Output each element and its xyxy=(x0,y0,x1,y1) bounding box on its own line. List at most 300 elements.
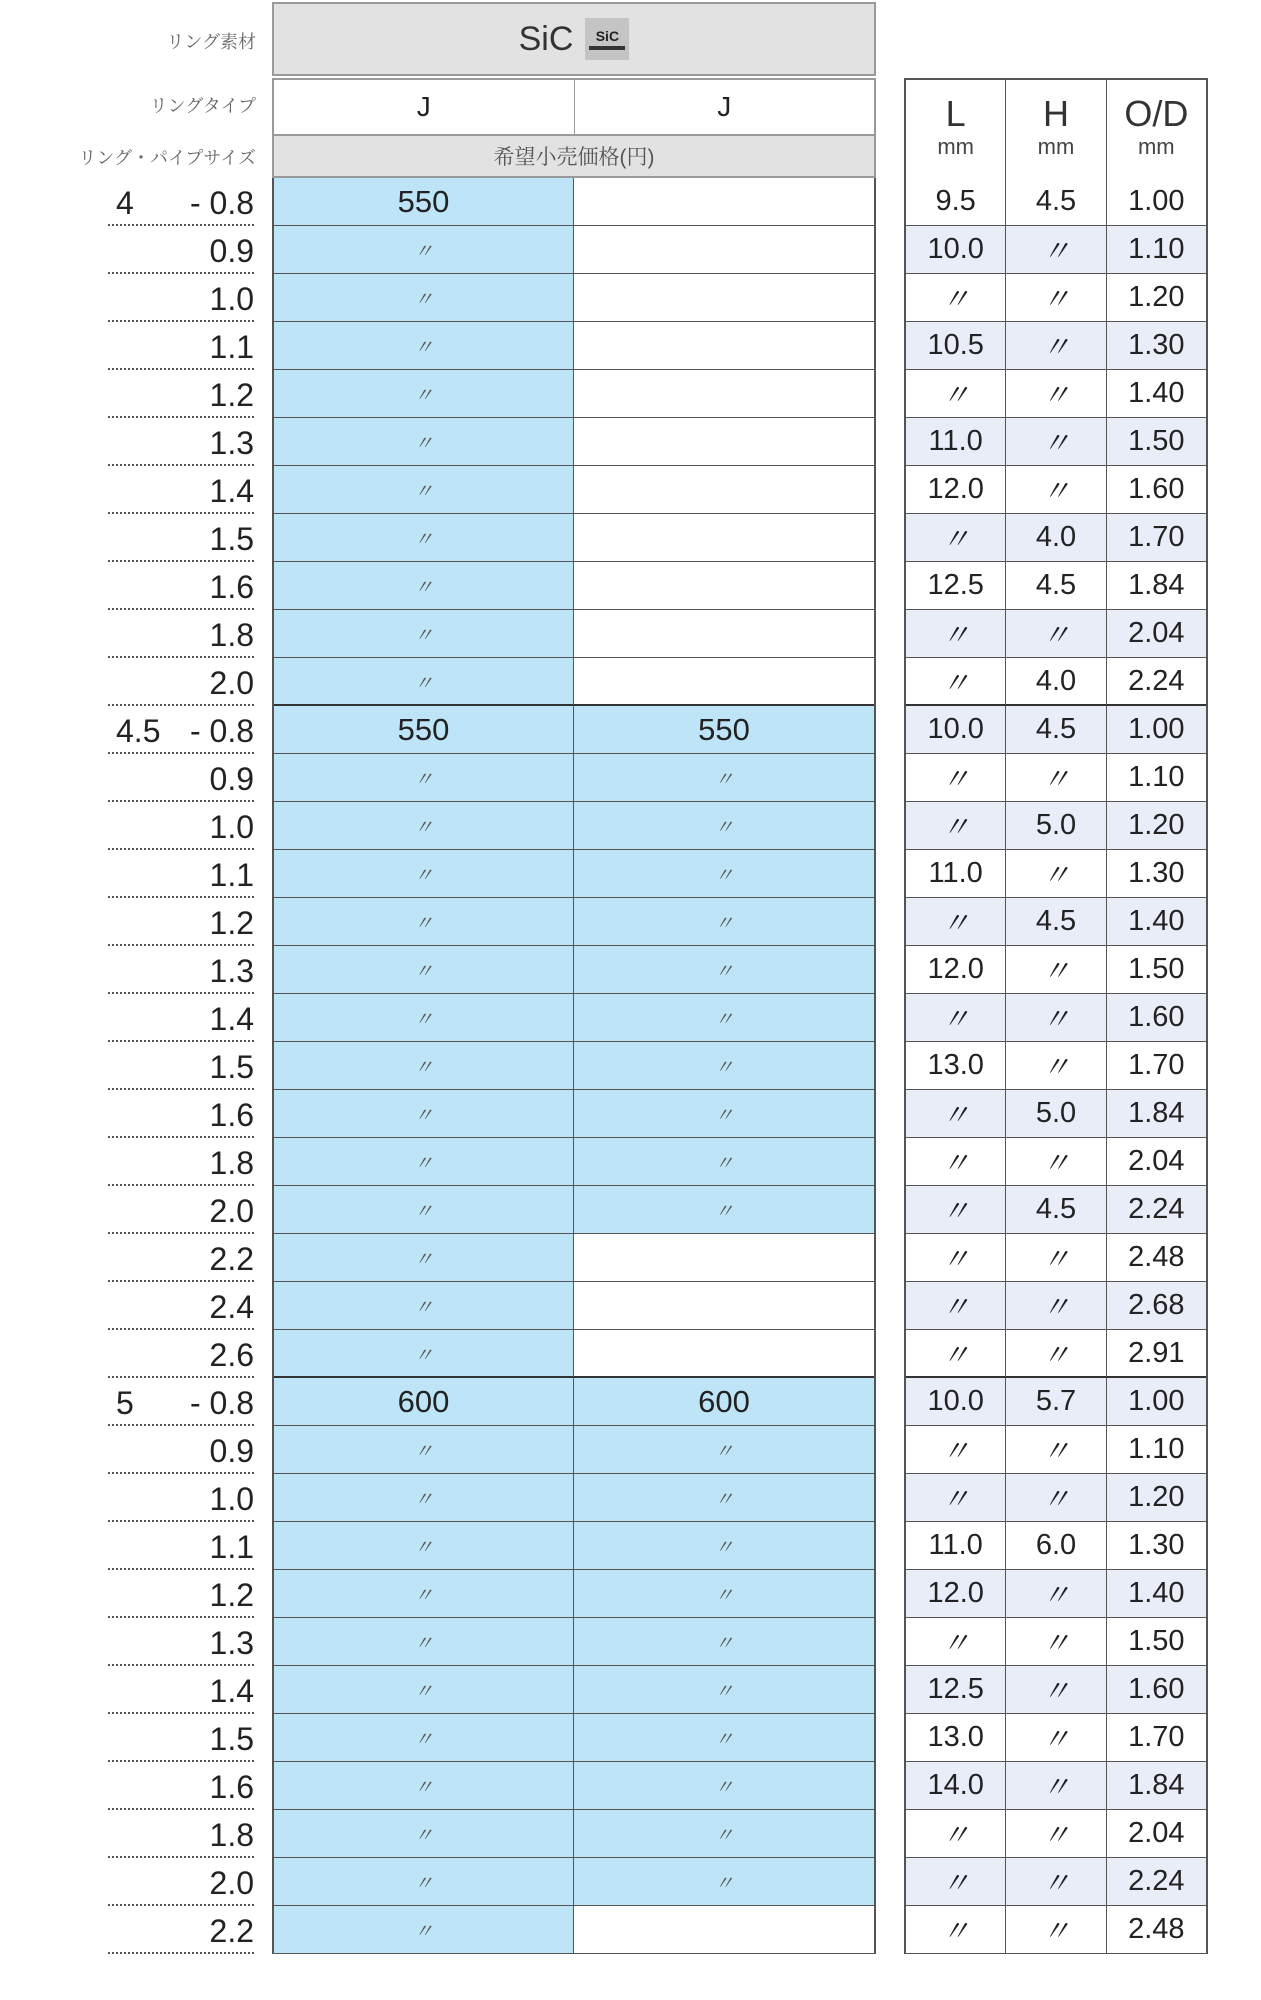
dimensions-header xyxy=(904,78,1208,178)
dim-cell-l: 12.0 xyxy=(906,946,1006,994)
price-cell-type2 xyxy=(574,178,874,226)
dimensions-row xyxy=(904,1618,1208,1666)
price-row xyxy=(272,1378,876,1426)
dimensions-row xyxy=(904,1858,1208,1906)
price-cell-type1: 〃 xyxy=(274,1666,574,1714)
price-cell-type1: 〃 xyxy=(274,1474,574,1522)
size-value: 1.3 xyxy=(209,1625,254,1661)
price-cell-type1: 〃 xyxy=(274,226,574,274)
dim-cell-l: 12.0 xyxy=(906,466,1006,514)
dimensions-row xyxy=(904,1234,1208,1282)
size-row xyxy=(0,1858,272,1906)
size-value: 1.1 xyxy=(209,857,254,893)
price-cell-type1: 〃 xyxy=(274,1282,574,1330)
dim-cell-od: 2.04 xyxy=(1107,1138,1206,1186)
price-row xyxy=(272,1474,876,1522)
size-value: 1.5 xyxy=(209,1049,254,1085)
price-cell-type2: 〃 xyxy=(574,1522,874,1570)
price-cell-type1: 〃 xyxy=(274,1858,574,1906)
size-value: 1.4 xyxy=(209,1001,254,1037)
price-row xyxy=(272,322,876,370)
dim-cell-h: 〃 xyxy=(1006,226,1106,274)
dim-cell-l: 〃 xyxy=(906,370,1006,418)
price-cell-type2: 〃 xyxy=(574,946,874,994)
dimensions-row xyxy=(904,274,1208,322)
size-row xyxy=(0,1762,272,1810)
size-value: 1.0 xyxy=(209,809,254,845)
price-cell-type2: 〃 xyxy=(574,898,874,946)
size-value: 1.4 xyxy=(209,473,254,509)
dim-cell-od: 1.20 xyxy=(1107,1474,1206,1522)
price-cell-type1: 〃 xyxy=(274,994,574,1042)
price-row xyxy=(272,1522,876,1570)
price-row xyxy=(272,418,876,466)
price-cell-type2: 〃 xyxy=(574,1426,874,1474)
dim-cell-l: 〃 xyxy=(906,1138,1006,1186)
price-cell-type2 xyxy=(574,1906,874,1954)
dim-cell-l: 〃 xyxy=(906,994,1006,1042)
ring-type-1: J xyxy=(274,80,575,134)
dim-cell-l: 12.0 xyxy=(906,1570,1006,1618)
price-cell-type1: 〃 xyxy=(274,1762,574,1810)
dim-cell-l: 〃 xyxy=(906,754,1006,802)
size-value: - 0.8 xyxy=(189,1385,254,1421)
price-cell-type1: 〃 xyxy=(274,274,574,322)
price-cell-type2 xyxy=(574,274,874,322)
dimensions-row xyxy=(904,1426,1208,1474)
dim-cell-od: 1.50 xyxy=(1107,1618,1206,1666)
price-row xyxy=(272,1426,876,1474)
size-value: 2.4 xyxy=(209,1289,254,1325)
size-value: 0.9 xyxy=(209,761,254,797)
size-row xyxy=(0,1330,272,1378)
size-row xyxy=(0,466,272,514)
price-row xyxy=(272,754,876,802)
price-row xyxy=(272,562,876,610)
dimensions-row xyxy=(904,658,1208,706)
dim-cell-od: 2.24 xyxy=(1107,658,1206,706)
price-cell-type1: 〃 xyxy=(274,418,574,466)
dim-cell-od: 1.50 xyxy=(1107,418,1206,466)
price-row xyxy=(272,1906,876,1954)
size-value: 1.5 xyxy=(209,1721,254,1757)
dim-cell-h: 〃 xyxy=(1006,1426,1106,1474)
dim-cell-h: 〃 xyxy=(1006,1666,1106,1714)
dimensions-row xyxy=(904,754,1208,802)
dim-cell-h: 〃 xyxy=(1006,1042,1106,1090)
size-column xyxy=(0,178,272,1954)
size-row xyxy=(0,994,272,1042)
price-row xyxy=(272,178,876,226)
dim-cell-od: 1.30 xyxy=(1107,1522,1206,1570)
size-row xyxy=(0,322,272,370)
size-value: - 0.8 xyxy=(189,713,254,749)
size-value: 1.8 xyxy=(209,1145,254,1181)
dim-cell-od: 1.10 xyxy=(1107,1426,1206,1474)
dim-cell-h: 〃 xyxy=(1006,754,1106,802)
dimensions-row xyxy=(904,946,1208,994)
price-cell-type1: 〃 xyxy=(274,1186,574,1234)
size-row xyxy=(0,1810,272,1858)
dimensions-row xyxy=(904,1810,1208,1858)
dim-cell-od: 1.50 xyxy=(1107,946,1206,994)
price-cell-type2 xyxy=(574,418,874,466)
price-cell-type1: 〃 xyxy=(274,1234,574,1282)
price-cell-type1: 〃 xyxy=(274,1138,574,1186)
price-row xyxy=(272,1282,876,1330)
size-row xyxy=(0,754,272,802)
size-value: 1.8 xyxy=(209,617,254,653)
price-cell-type2: 〃 xyxy=(574,1570,874,1618)
price-cell-type2 xyxy=(574,226,874,274)
size-value: 1.5 xyxy=(209,521,254,557)
dim-cell-h: 6.0 xyxy=(1006,1522,1106,1570)
dim-cell-od: 1.20 xyxy=(1107,274,1206,322)
dim-cell-l: 〃 xyxy=(906,658,1006,706)
price-cell-type2: 〃 xyxy=(574,1138,874,1186)
dim-cell-l: 〃 xyxy=(906,1618,1006,1666)
dimensions-row xyxy=(904,1090,1208,1138)
size-value: 1.2 xyxy=(209,1577,254,1613)
size-value: 1.4 xyxy=(209,1673,254,1709)
size-row xyxy=(0,1282,272,1330)
price-row xyxy=(272,1138,876,1186)
price-cell-type2 xyxy=(574,1282,874,1330)
dim-cell-od: 1.70 xyxy=(1107,1714,1206,1762)
dim-cell-h: 〃 xyxy=(1006,1234,1106,1282)
dim-header-od: O/D mm xyxy=(1124,93,1189,159)
price-cell-type2 xyxy=(574,658,874,706)
price-cell-type1: 〃 xyxy=(274,466,574,514)
price-cell-type2: 〃 xyxy=(574,1810,874,1858)
size-row xyxy=(0,1042,272,1090)
dim-cell-h: 〃 xyxy=(1006,1330,1106,1378)
size-row xyxy=(0,418,272,466)
dim-cell-h: 5.0 xyxy=(1006,802,1106,850)
dimensions-table xyxy=(904,178,1208,1954)
price-row xyxy=(272,1810,876,1858)
dimensions-row xyxy=(904,1474,1208,1522)
price-table xyxy=(272,178,876,1954)
size-value: 2.2 xyxy=(209,1241,254,1277)
dim-cell-l: 〃 xyxy=(906,1426,1006,1474)
dim-cell-od: 1.00 xyxy=(1107,178,1206,226)
size-row xyxy=(0,706,272,754)
dim-cell-h: 〃 xyxy=(1006,1810,1106,1858)
size-value: 1.1 xyxy=(209,329,254,365)
price-row xyxy=(272,274,876,322)
dim-cell-l: 9.5 xyxy=(906,178,1006,226)
size-group-prefix: 4 xyxy=(116,185,134,221)
size-value: 1.6 xyxy=(209,1097,254,1133)
price-row xyxy=(272,370,876,418)
dim-cell-od: 1.20 xyxy=(1107,802,1206,850)
dimensions-row xyxy=(904,1906,1208,1954)
price-cell-type1: 〃 xyxy=(274,322,574,370)
price-cell-type1: 〃 xyxy=(274,1522,574,1570)
dim-cell-l: 〃 xyxy=(906,1330,1006,1378)
size-value: 2.6 xyxy=(209,1337,254,1373)
price-cell-type2: 〃 xyxy=(574,1714,874,1762)
dimensions-row xyxy=(904,850,1208,898)
size-value: 1.2 xyxy=(209,377,254,413)
dim-cell-l: 12.5 xyxy=(906,1666,1006,1714)
dim-cell-od: 2.04 xyxy=(1107,1810,1206,1858)
price-cell-type2: 〃 xyxy=(574,850,874,898)
size-value: 1.6 xyxy=(209,1769,254,1805)
price-cell-type2: 〃 xyxy=(574,1618,874,1666)
dim-cell-od: 1.60 xyxy=(1107,994,1206,1042)
dim-cell-l: 13.0 xyxy=(906,1042,1006,1090)
dim-cell-h: 〃 xyxy=(1006,1474,1106,1522)
size-row xyxy=(0,1474,272,1522)
dim-cell-od: 1.70 xyxy=(1107,1042,1206,1090)
size-row xyxy=(0,1234,272,1282)
price-row xyxy=(272,658,876,706)
price-cell-type2: 550 xyxy=(574,706,874,754)
dimensions-row xyxy=(904,226,1208,274)
size-row xyxy=(0,1570,272,1618)
dim-cell-od: 2.24 xyxy=(1107,1186,1206,1234)
dim-cell-l: 11.0 xyxy=(906,1522,1006,1570)
price-row xyxy=(272,850,876,898)
price-cell-type2: 〃 xyxy=(574,1090,874,1138)
price-cell-type1: 550 xyxy=(274,706,574,754)
dim-cell-l: 14.0 xyxy=(906,1762,1006,1810)
dim-cell-l: 〃 xyxy=(906,898,1006,946)
dimensions-row xyxy=(904,1762,1208,1810)
dim-cell-h: 4.0 xyxy=(1006,514,1106,562)
price-cell-type2: 〃 xyxy=(574,1474,874,1522)
size-row xyxy=(0,1426,272,1474)
size-row xyxy=(0,178,272,226)
dim-cell-l: 〃 xyxy=(906,1906,1006,1954)
price-row xyxy=(272,1666,876,1714)
dim-cell-od: 1.70 xyxy=(1107,514,1206,562)
dim-cell-h: 〃 xyxy=(1006,418,1106,466)
price-cell-type1: 600 xyxy=(274,1378,574,1426)
price-cell-type1: 〃 xyxy=(274,1042,574,1090)
dim-cell-h: 〃 xyxy=(1006,1282,1106,1330)
size-value: 1.0 xyxy=(209,1481,254,1517)
ring-type-2: J xyxy=(717,91,732,122)
dimensions-row xyxy=(904,178,1208,226)
dim-cell-l: 〃 xyxy=(906,610,1006,658)
price-cell-type2 xyxy=(574,322,874,370)
dim-cell-l: 〃 xyxy=(906,514,1006,562)
dim-cell-h: 4.5 xyxy=(1006,706,1106,754)
dim-cell-od: 2.91 xyxy=(1107,1330,1206,1378)
material-label: リング素材 xyxy=(166,32,256,52)
price-cell-type2 xyxy=(574,1330,874,1378)
dimensions-row xyxy=(904,898,1208,946)
size-row xyxy=(0,802,272,850)
size-row xyxy=(0,1378,272,1426)
dimensions-row xyxy=(904,1042,1208,1090)
price-cell-type1: 〃 xyxy=(274,1426,574,1474)
dimensions-row xyxy=(904,706,1208,754)
dim-cell-od: 1.10 xyxy=(1107,754,1206,802)
price-cell-type1: 550 xyxy=(274,178,574,226)
dim-cell-h: 4.5 xyxy=(1006,898,1106,946)
dim-cell-h: 〃 xyxy=(1006,1762,1106,1810)
dimensions-row xyxy=(904,514,1208,562)
dim-cell-h: 〃 xyxy=(1006,994,1106,1042)
dim-cell-l: 〃 xyxy=(906,274,1006,322)
size-value: - 0.8 xyxy=(189,185,254,221)
dim-cell-l: 〃 xyxy=(906,1282,1006,1330)
price-row xyxy=(272,1186,876,1234)
size-row xyxy=(0,1666,272,1714)
dim-cell-h: 〃 xyxy=(1006,370,1106,418)
dim-cell-od: 1.40 xyxy=(1107,898,1206,946)
dim-cell-od: 1.10 xyxy=(1107,226,1206,274)
dimensions-row xyxy=(904,322,1208,370)
dim-cell-od: 2.48 xyxy=(1107,1234,1206,1282)
dim-cell-h: 4.0 xyxy=(1006,658,1106,706)
dim-cell-l: 12.5 xyxy=(906,562,1006,610)
dim-cell-h: 〃 xyxy=(1006,274,1106,322)
dimensions-row xyxy=(904,994,1208,1042)
price-row xyxy=(272,1618,876,1666)
price-row xyxy=(272,226,876,274)
dim-cell-h: 〃 xyxy=(1006,946,1106,994)
dim-cell-h: 〃 xyxy=(1006,1618,1106,1666)
price-cell-type1: 〃 xyxy=(274,1810,574,1858)
dim-cell-h: 4.5 xyxy=(1006,178,1106,226)
price-cell-type2: 〃 xyxy=(574,1666,874,1714)
dim-cell-h: 〃 xyxy=(1006,850,1106,898)
price-cell-type1: 〃 xyxy=(274,946,574,994)
sic-logo-text: SiC xyxy=(595,28,620,44)
dim-cell-od: 2.24 xyxy=(1107,1858,1206,1906)
size-value: 1.0 xyxy=(209,281,254,317)
dim-cell-od: 1.60 xyxy=(1107,466,1206,514)
dimensions-row xyxy=(904,466,1208,514)
price-cell-type1: 〃 xyxy=(274,562,574,610)
dim-cell-od: 1.84 xyxy=(1107,562,1206,610)
price-cell-type2 xyxy=(574,562,874,610)
dimensions-row xyxy=(904,802,1208,850)
dim-header-l: L mm xyxy=(906,80,1006,178)
size-row xyxy=(0,1618,272,1666)
size-group-prefix: 4.5 xyxy=(116,713,161,749)
dim-cell-l: 10.0 xyxy=(906,706,1006,754)
price-cell-type1: 〃 xyxy=(274,802,574,850)
size-row xyxy=(0,226,272,274)
size-value: 1.3 xyxy=(209,425,254,461)
dim-cell-h: 〃 xyxy=(1006,1138,1106,1186)
dim-cell-od: 1.60 xyxy=(1107,1666,1206,1714)
dim-cell-od: 1.30 xyxy=(1107,850,1206,898)
dimensions-row xyxy=(904,610,1208,658)
size-value: 0.9 xyxy=(209,1433,254,1469)
size-row xyxy=(0,1714,272,1762)
size-group-prefix: 5 xyxy=(116,1385,134,1421)
size-row xyxy=(0,610,272,658)
price-cell-type2: 〃 xyxy=(574,802,874,850)
dimensions-row xyxy=(904,1330,1208,1378)
size-row xyxy=(0,370,272,418)
price-row xyxy=(272,898,876,946)
price-cell-type2: 〃 xyxy=(574,1042,874,1090)
price-cell-type2 xyxy=(574,1234,874,1282)
price-cell-type2 xyxy=(574,610,874,658)
size-row xyxy=(0,946,272,994)
price-cell-type1: 〃 xyxy=(274,1090,574,1138)
dim-cell-h: 〃 xyxy=(1006,322,1106,370)
dim-cell-od: 2.04 xyxy=(1107,610,1206,658)
price-cell-type2: 〃 xyxy=(574,1858,874,1906)
dim-cell-l: 〃 xyxy=(906,802,1006,850)
dim-cell-l: 〃 xyxy=(906,1186,1006,1234)
price-cell-type1: 〃 xyxy=(274,1618,574,1666)
dimensions-row xyxy=(904,562,1208,610)
material-name: SiC xyxy=(518,19,574,58)
size-row xyxy=(0,1090,272,1138)
size-row xyxy=(0,1522,272,1570)
dim-cell-h: 〃 xyxy=(1006,1570,1106,1618)
dim-cell-h: 〃 xyxy=(1006,1906,1106,1954)
price-row xyxy=(272,1234,876,1282)
size-value: 2.0 xyxy=(209,1193,254,1229)
dimensions-row xyxy=(904,1570,1208,1618)
dim-cell-h: 5.7 xyxy=(1006,1378,1106,1426)
price-row xyxy=(272,994,876,1042)
price-cell-type1: 〃 xyxy=(274,370,574,418)
price-cell-type2 xyxy=(574,514,874,562)
price-row xyxy=(272,1858,876,1906)
price-cell-type2: 〃 xyxy=(574,1762,874,1810)
price-cell-type2 xyxy=(574,370,874,418)
price-row xyxy=(272,610,876,658)
dimensions-row xyxy=(904,418,1208,466)
size-value: 2.2 xyxy=(209,1913,254,1949)
dim-cell-od: 1.40 xyxy=(1107,370,1206,418)
price-cell-type2: 600 xyxy=(574,1378,874,1426)
dim-cell-od: 1.00 xyxy=(1107,706,1206,754)
dim-cell-h: 4.5 xyxy=(1006,1186,1106,1234)
price-row xyxy=(272,946,876,994)
dim-cell-l: 11.0 xyxy=(906,850,1006,898)
dimensions-row xyxy=(904,1138,1208,1186)
price-row xyxy=(272,802,876,850)
dim-cell-od: 1.30 xyxy=(1107,322,1206,370)
ring-type-label: リングタイプ xyxy=(149,96,256,116)
price-cell-type1: 〃 xyxy=(274,658,574,706)
dimensions-row xyxy=(904,1714,1208,1762)
size-value: 1.3 xyxy=(209,953,254,989)
price-row xyxy=(272,706,876,754)
price-row xyxy=(272,1042,876,1090)
size-value: 1.2 xyxy=(209,905,254,941)
size-value: 1.6 xyxy=(209,569,254,605)
dimensions-row xyxy=(904,1378,1208,1426)
ring-type-row xyxy=(272,78,876,136)
dim-cell-od: 1.00 xyxy=(1107,1378,1206,1426)
dimensions-row xyxy=(904,1666,1208,1714)
size-value: 1.1 xyxy=(209,1529,254,1565)
price-row xyxy=(272,514,876,562)
material-header xyxy=(272,2,876,76)
price-cell-type1: 〃 xyxy=(274,514,574,562)
size-row xyxy=(0,1186,272,1234)
sic-logo-icon xyxy=(585,18,629,60)
dim-cell-l: 〃 xyxy=(906,1858,1006,1906)
size-value: 1.8 xyxy=(209,1817,254,1853)
price-cell-type2: 〃 xyxy=(574,1186,874,1234)
size-row xyxy=(0,1906,272,1954)
